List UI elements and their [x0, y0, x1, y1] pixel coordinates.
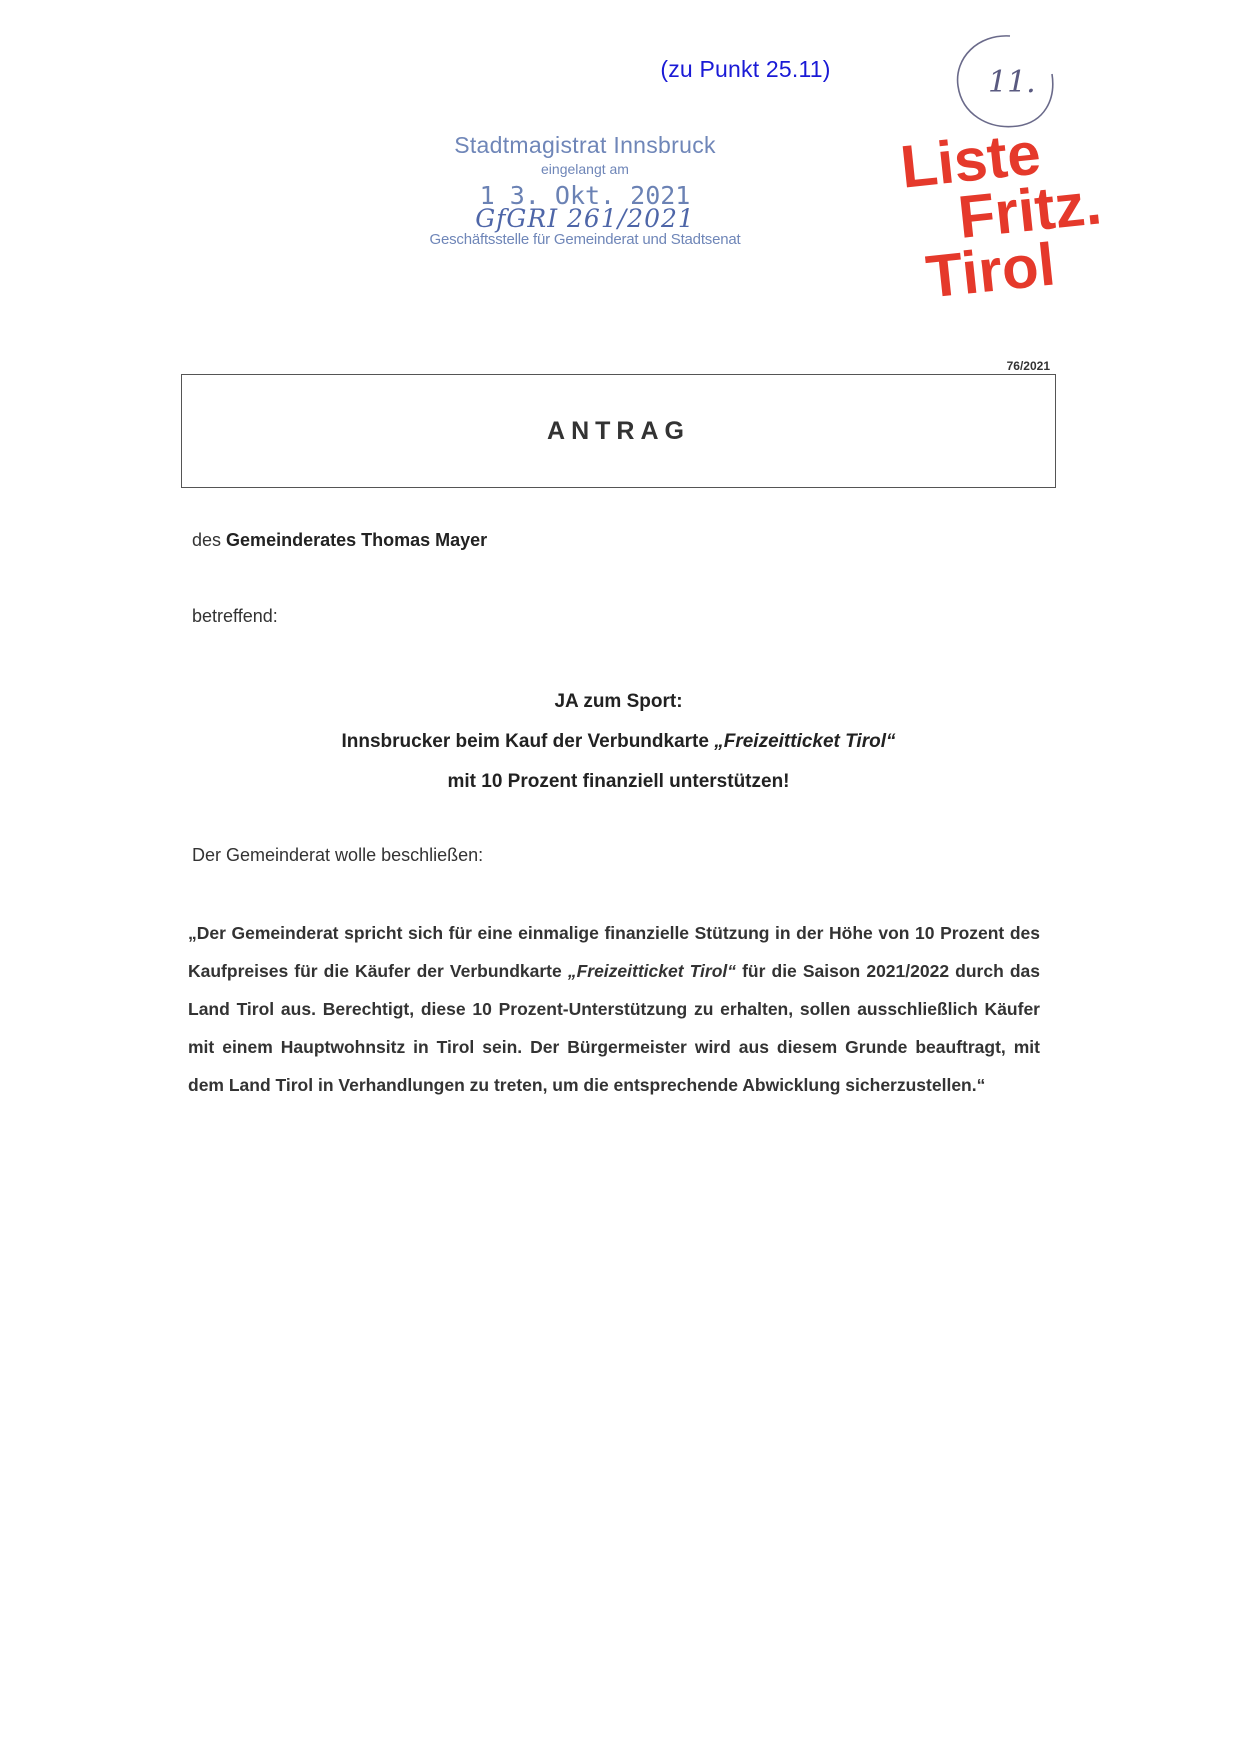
submitter-name: Gemeinderates Thomas Mayer — [226, 530, 488, 550]
subject-line-1: JA zum Sport: — [554, 691, 683, 712]
document-title: ANTRAG — [547, 416, 690, 445]
concerning-label: betreffend: — [192, 606, 278, 626]
stamp-reference: GfGRI 261/2021 — [475, 204, 695, 233]
document-number: 76/2021 — [1006, 359, 1050, 373]
resolution-part-2: für die Saison 2021/2022 durch das Land Tirol aus. Berechtigt, diese 10 Prozent-Unterstützung zu erhalten, sollen ausschließlich Käufer mit einem Hauptwohnsitz in Tirol sein. Der Bürgermeister wird aus diesem Grunde beauftragt, mit dem Land Tirol in Verhandlungen zu treten, um die entsprechende Abwicklung sicherzustellen.“ — [188, 961, 1040, 1095]
motion-intro: Der Gemeinderat wolle beschließen: — [192, 845, 484, 865]
submitter-prefix: des — [192, 530, 222, 550]
logo-line-3: Tirol — [923, 230, 1059, 311]
resolution-ticket-name: „Freizeitticket Tirol“ — [567, 961, 736, 981]
stamp-date: 1 3. Okt. 2021 — [479, 181, 691, 210]
subject-line-3: mit 10 Prozent finanziell unterstützen! — [447, 771, 790, 792]
logo-line-1: Liste — [897, 119, 1044, 201]
stamp-organization: Stadtmagistrat Innsbruck — [454, 132, 716, 158]
logo-line-2: Fritz. — [954, 169, 1105, 251]
title-box — [181, 374, 1056, 488]
agenda-reference: (zu Punkt 25.11) — [660, 56, 831, 82]
handwritten-mark-text: 11. — [988, 65, 1036, 100]
received-stamp — [420, 132, 750, 248]
party-logo — [897, 119, 1110, 311]
subject-block — [181, 682, 1056, 802]
resolution-text — [188, 914, 1040, 1104]
subject-line-2 — [181, 722, 1056, 762]
stamp-office: Geschäftsstelle für Gemeinderat und Stadtsenat — [429, 231, 741, 248]
subject-line-2-text: Innsbrucker beim Kauf der Verbundkarte — [341, 731, 715, 752]
stamp-received-label: eingelangt am — [541, 161, 629, 177]
submitter-line — [192, 530, 487, 551]
subject-ticket-name: „Freizeitticket Tirol“ — [714, 731, 896, 752]
resolution-part-1: „Der Gemeinderat spricht sich für eine einmalige finanzielle Stützung in der Höhe von 10 Prozent des Kaufpreises für die Käufer der Verbundkarte — [188, 923, 1040, 981]
